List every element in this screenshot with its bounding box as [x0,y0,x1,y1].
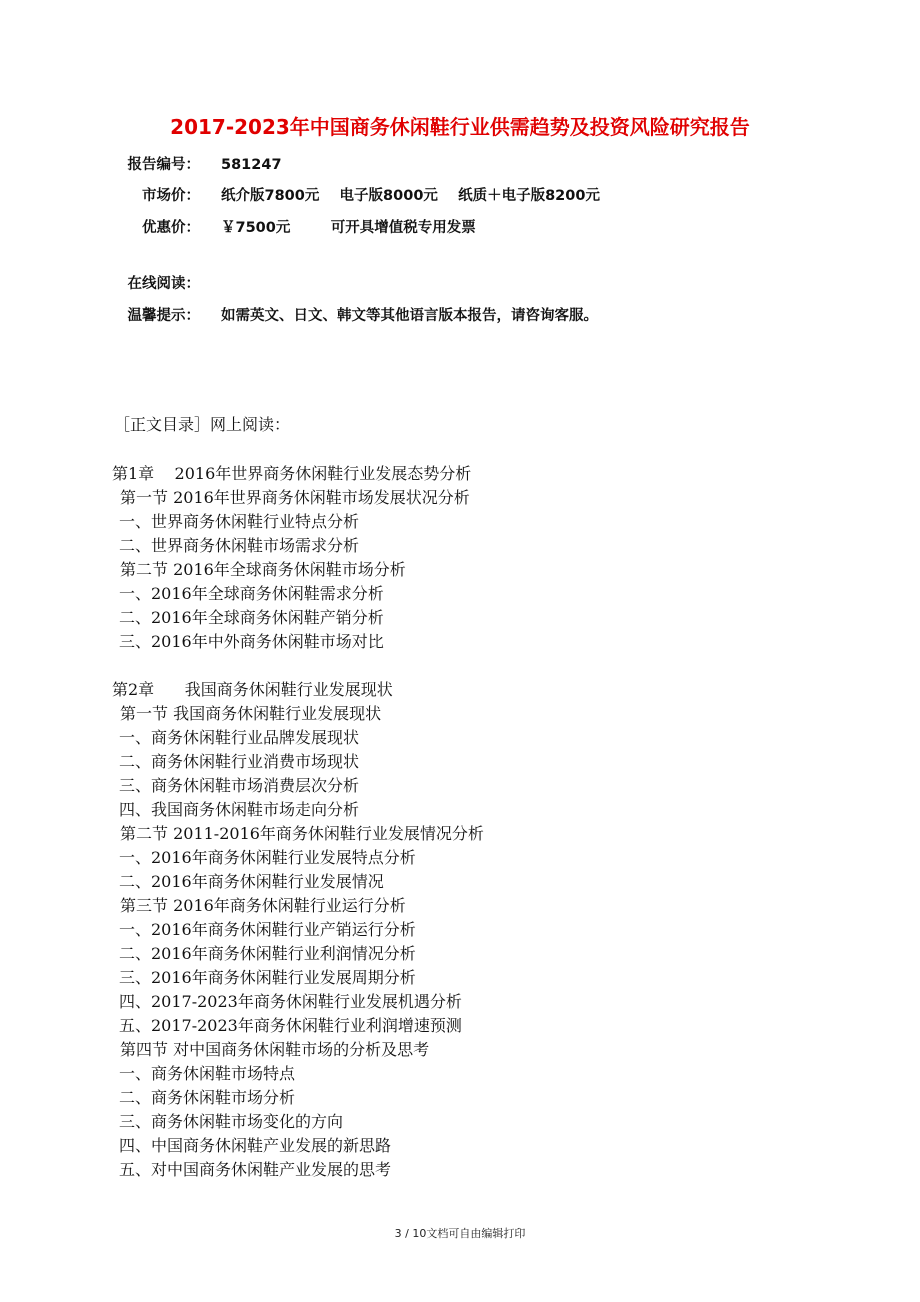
info-label: 市场价： [142,188,200,204]
toc-spacer [112,654,872,678]
toc-section[interactable]: 第二节 2016年全球商务休闲鞋市场分析 [120,560,406,579]
info-value: ￥7500元 可开具增值税专用发票 [221,220,476,236]
info-value: 如需英文、日文、韩文等其他语言版本报告，请咨询客服。 [221,308,598,324]
table-of-contents [112,462,872,1182]
toc-item[interactable]: 二、2016年商务休闲鞋行业利润情况分析 [119,944,416,963]
toc-item[interactable]: 五、2017-2023年商务休闲鞋行业利润增速预测 [119,1016,462,1035]
toc-item[interactable]: 三、商务休闲鞋市场消费层次分析 [119,776,360,795]
toc-item[interactable]: 四、我国商务休闲鞋市场走向分析 [119,800,360,819]
toc-item[interactable]: 一、商务休闲鞋行业品牌发展现状 [119,728,360,747]
toc-item[interactable]: 二、商务休闲鞋行业消费市场现状 [119,752,360,771]
toc-item[interactable]: 四、2017-2023年商务休闲鞋行业发展机遇分析 [119,992,462,1011]
toc-section[interactable]: 第一节 2016年世界商务休闲鞋市场发展状况分析 [120,488,470,507]
online-reading-link[interactable]: 在线阅读： [127,276,200,292]
toc-header[interactable]: ［正文目录］网上阅读： [114,415,291,434]
toc-item[interactable]: 四、中国商务休闲鞋产业发展的新思路 [119,1136,392,1155]
toc-section[interactable]: 第一节 我国商务休闲鞋行业发展现状 [120,704,382,723]
toc-section[interactable]: 第三节 2016年商务休闲鞋行业运行分析 [120,896,406,915]
info-value: 纸介版7800元 电子版8000元 纸质＋电子版8200元 [221,188,600,204]
toc-item[interactable]: 二、2016年商务休闲鞋行业发展情况 [119,872,384,891]
toc-item[interactable]: 一、2016年商务休闲鞋行业发展特点分析 [119,848,416,867]
toc-chapter[interactable]: 第2章 我国商务休闲鞋行业发展现状 [112,680,393,699]
toc-item[interactable]: 一、2016年商务休闲鞋行业产销运行分析 [119,920,416,939]
info-label: 优惠价： [142,220,200,236]
toc-chapter[interactable]: 第1章 2016年世界商务休闲鞋行业发展态势分析 [112,464,472,483]
toc-item[interactable]: 三、商务休闲鞋市场变化的方向 [119,1112,344,1131]
info-label: 报告编号： [127,157,200,173]
toc-item[interactable]: 一、商务休闲鞋市场特点 [119,1064,296,1083]
toc-section[interactable]: 第四节 对中国商务休闲鞋市场的分析及思考 [120,1040,430,1059]
report-title: 2017-2023年中国商务休闲鞋行业供需趋势及投资风险研究报告 [170,115,750,139]
toc-item[interactable]: 三、2016年商务休闲鞋行业发展周期分析 [119,968,416,987]
toc-item[interactable]: 二、世界商务休闲鞋市场需求分析 [119,536,360,555]
toc-section[interactable]: 第二节 2011-2016年商务休闲鞋行业发展情况分析 [120,824,484,843]
toc-item[interactable]: 一、2016年全球商务休闲鞋需求分析 [119,584,384,603]
page-footer: 3 / 10文档可自由编辑打印 [394,1227,526,1240]
info-value: 581247 [221,157,282,173]
toc-item[interactable]: 二、2016年全球商务休闲鞋产销分析 [119,608,384,627]
toc-item[interactable]: 一、世界商务休闲鞋行业特点分析 [119,512,360,531]
info-label: 温馨提示： [127,308,200,324]
toc-item[interactable]: 五、对中国商务休闲鞋产业发展的思考 [119,1160,392,1179]
toc-item[interactable]: 二、商务休闲鞋市场分析 [119,1088,296,1107]
toc-item[interactable]: 三、2016年中外商务休闲鞋市场对比 [119,632,384,651]
